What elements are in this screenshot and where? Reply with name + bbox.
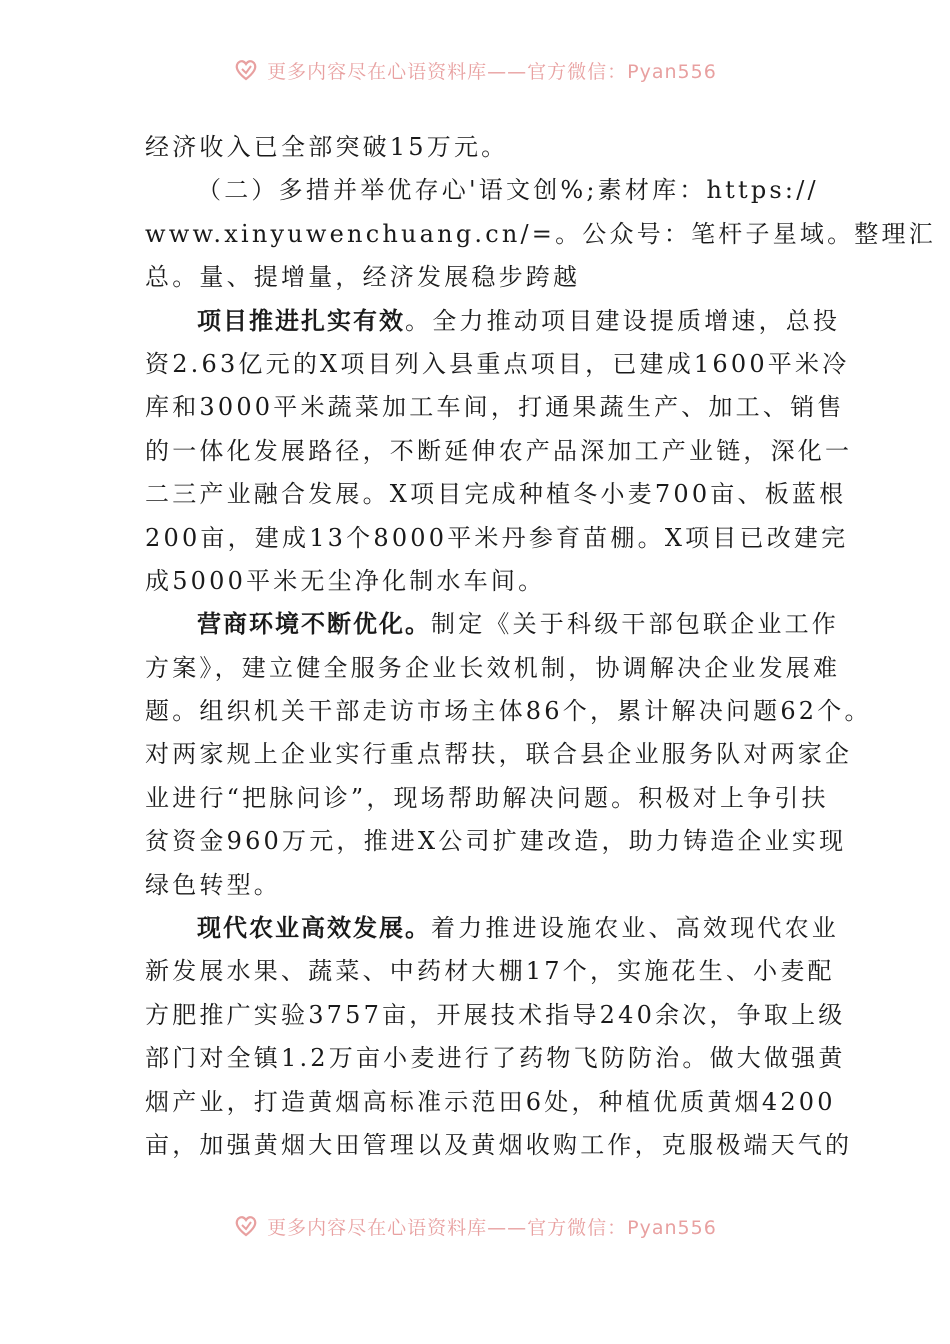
paragraph-heading: 现代农业高效发展。: [197, 914, 431, 943]
text-line: 资2.63亿元的X项目列入县重点项目，已建成1600平米冷: [145, 349, 850, 378]
text-line: 对两家规上企业实行重点帮扶，联合县企业服务队对两家企: [145, 740, 853, 769]
text-line: 成5000平米无尘净化制水车间。: [145, 566, 546, 595]
text-line: 库和3000平米蔬菜加工车间，打通果蔬生产、加工、销售: [145, 393, 845, 422]
text-line: 新发展水果、蔬菜、中药材大棚17个，实施花生、小麦配: [145, 957, 835, 986]
paragraph-first-line: 营商环境不断优化。制定《关于科级干部包联企业工作: [197, 610, 839, 639]
text-line: 烟产业，打造黄烟高标准示范田6处，种植优质黄烟4200: [145, 1087, 836, 1116]
watermark-text: 更多内容尽在心语资料库——官方微信：Pyan556: [267, 60, 717, 83]
document-body: [145, 126, 936, 1167]
text-line: 总。量、提增量，经济发展稳步跨越: [145, 263, 581, 292]
text-line: 贫资金960万元，推进X公司扩建改造，助力铸造企业实现: [145, 827, 847, 856]
text-line: 业进行“把脉问诊”，现场帮助解决问题。积极对上争引扶: [145, 783, 829, 812]
text-line: 题。组织机关干部走访市场主体86个，累计解决问题62个。: [145, 697, 872, 726]
paragraph-first-line: 项目推进扎实有效。全力推动项目建设提质增速，总投: [197, 306, 841, 335]
paragraph-heading: 项目推进扎实有效: [197, 306, 405, 335]
header-watermark: [0, 50, 950, 90]
paragraph-first-line: 现代农业高效发展。着力推进设施农业、高效现代农业: [197, 914, 839, 943]
text-line: 亩，加强黄烟大田管理以及黄烟收购工作，克服极端天气的: [145, 1130, 853, 1159]
text-line: 绿色转型。: [145, 870, 281, 899]
text-line: 经济收入已全部突破15万元。: [145, 133, 509, 161]
text-line: www.xinyuwenchuang.cn/=。公众号：笔杆子星域。整理汇: [145, 219, 936, 248]
text-line: 方案》，建立健全服务企业长效机制，协调解决企业发展难: [145, 653, 841, 682]
heart-logo-icon: [233, 1213, 259, 1239]
text-line: 200亩，建成13个8000平米丹参育苗棚。X项目已改建完: [145, 523, 849, 552]
footer-watermark: [0, 1206, 950, 1246]
text-line: 二三产业融合发展。X项目完成种植冬小麦700亩、板蓝根: [145, 480, 847, 509]
text-line: 部门对全镇1.2万亩小麦进行了药物飞防防治。做大做强黄: [145, 1044, 846, 1073]
heart-logo-icon: [233, 57, 259, 83]
watermark-text: 更多内容尽在心语资料库——官方微信：Pyan556: [267, 1216, 717, 1239]
text-line: 方肥推广实验3757亩，开展技术指导240余次，争取上级: [145, 1000, 846, 1029]
section-heading-line: （二）多措并举优存心'语文创%;素材库：https://: [197, 176, 819, 205]
text-line: 的一体化发展路径，不断延伸农产品深加工产业链，深化一: [145, 436, 853, 465]
paragraph-heading: 营商环境不断优化。: [197, 610, 431, 639]
